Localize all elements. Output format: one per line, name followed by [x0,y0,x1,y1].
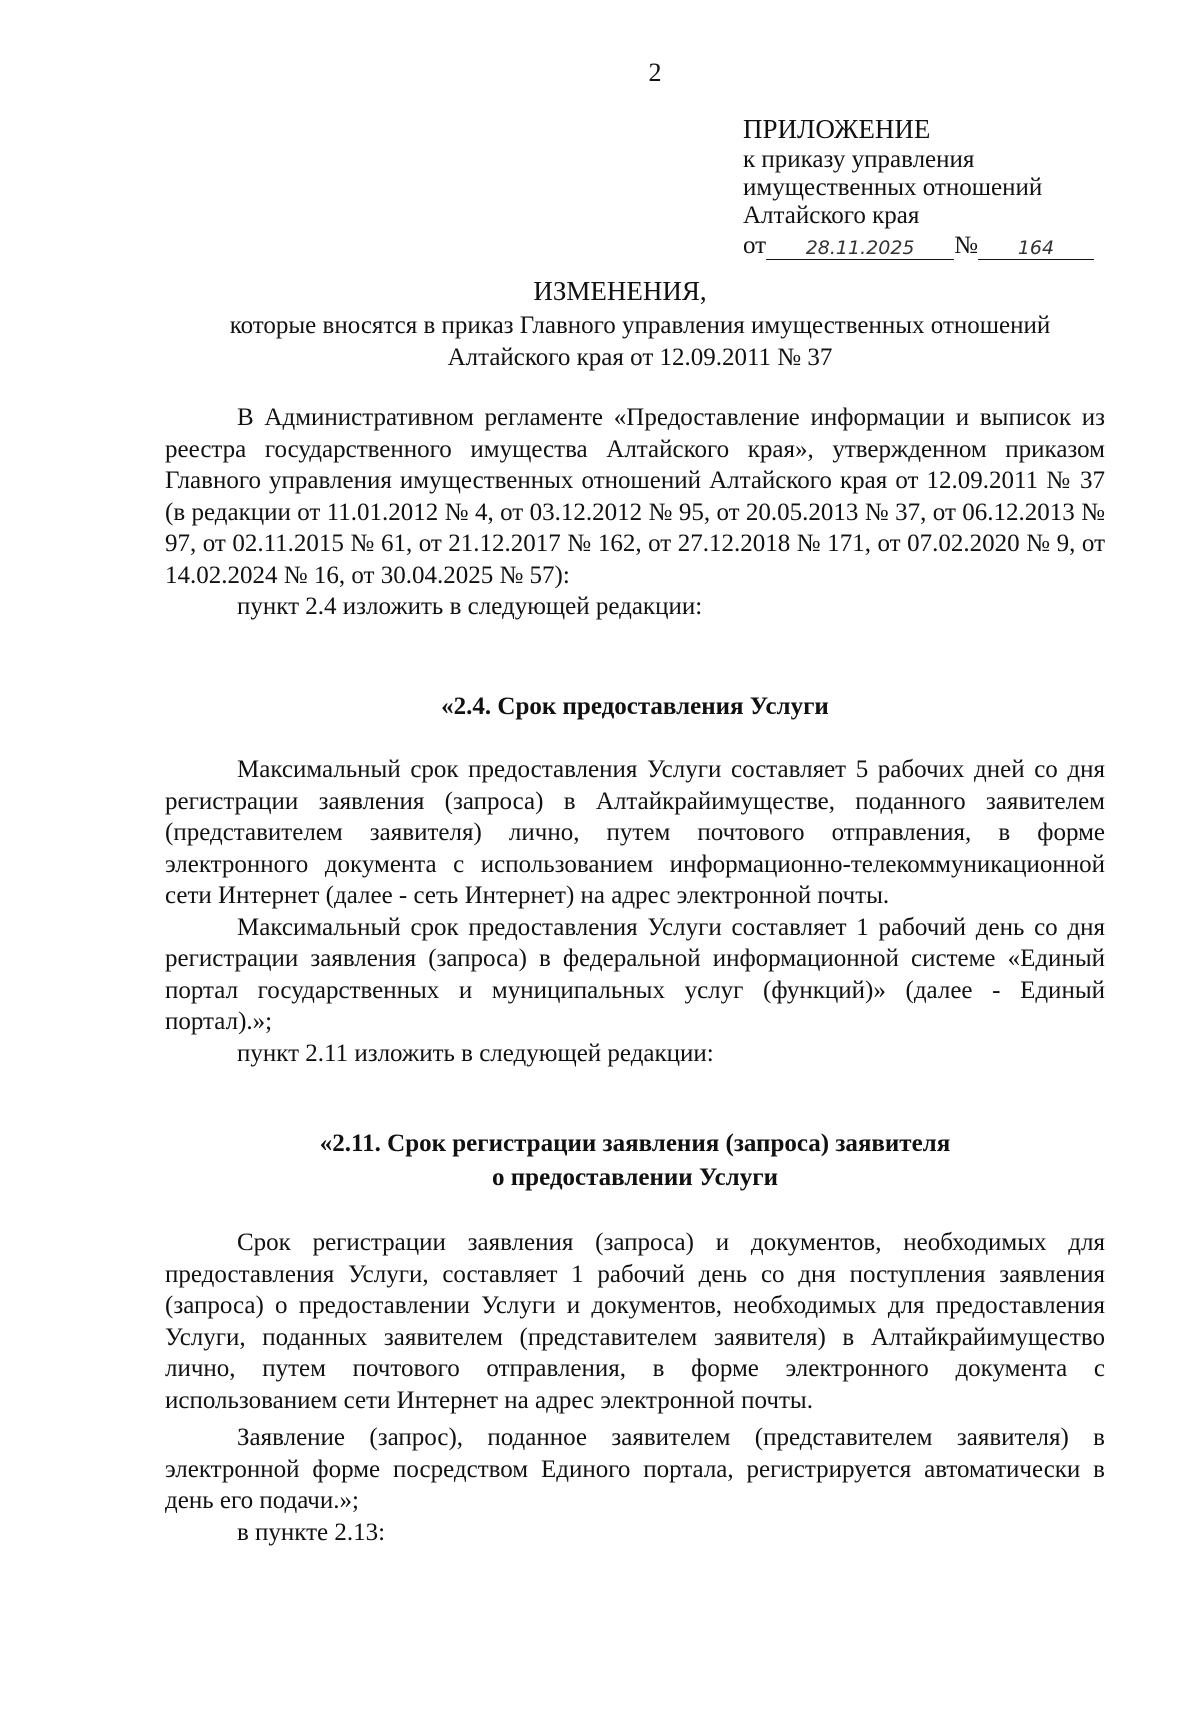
section-paragraph: Максимальный срок предоставления Услуги составляет 1 рабочий день со дня регистрации заявления (запроса) в федеральной информационной системе «Единый портал государственных и муниципальных услуг (функций)» (далее - Единый портал).»; [165,913,1105,1035]
section-paragraph: Срок регистрации заявления (запроса) и документов, необходимых для предоставления Услуги, составляет 1 рабочий день со дня поступления заявления (запроса) о предоставлении Услуги и документов, необходимых для предоставления Услуги, поданных заявителем (представителем заявителя) в Алтайкрайимущество лично, путем почтового отправления, в форме электронного документа с использованием сети Интернет на адрес электронной почты. [165,1229,1105,1414]
instruction-paragraph: пункт 2.4 изложить в следующей редакции: [237,593,703,620]
section-heading-line: «2.11. Срок регистрации заявления (запроса) заявителя [319,1130,951,1157]
instruction-paragraph: пункт 2.11 изложить в следующей редакции: [237,1039,714,1067]
document-title: ИЗМЕНЕНИЯ, [533,276,707,306]
appendix-line: имущественных отношений [743,174,1043,201]
appendix-line: к приказу управления [743,146,975,173]
section-heading-line: о предоставлении Услуги [492,1164,778,1191]
section-2-4-body [165,754,1105,1069]
section-paragraph: Максимальный срок предоставления Услуги составляет 5 рабочих дней со дня регистрации заявления (запроса) в Алтайкрайимуществе, поданного заявителем (представителем заявителя) лично, путем почтового отправления, в форме электронного документа с использованием информационно-телекоммуникационной сети Интернет (далее - сеть Интернет) на адрес электронной почты. [165,756,1105,909]
document-subtitle: которые вносятся в приказ Главного управления имущественных отношений Алтайского края от 12.09.2011 № 37 [229,312,1051,371]
appendix-date-number-line [743,232,1143,260]
handwritten-date: 28.11.2025 [766,233,954,260]
number-prefix: № [954,232,978,259]
appendix-block [743,112,1143,260]
intro-paragraph: В Административном регламенте «Предоставление информации и выписок из реестра государственного имущества Алтайского края», утвержденном приказом Главного управления имущественных отношений Алтайского края от 12.09.2011 № 37 (в редакции от 11.01.2012 № 4, от 03.12.2012 № 95, от 20.05.2013 № 37, от 06.12.2013 № 97, от 02.11.2015 № 61, от 21.12.2017 № 162, от 27.12.2018 № 171, от 07.02.2020 № 9, от 14.02.2024 № 16, от 30.04.2025 № 57): [165,404,1105,589]
date-prefix: от [743,232,767,259]
instruction-paragraph: в пункте 2.13: [237,1518,386,1546]
section-heading-2-4: «2.4. Срок предоставления Услуги [441,693,829,720]
appendix-line: Алтайского края [743,202,920,229]
section-paragraph: Заявление (запрос), поданное заявителем (представителем заявителя) в электронной форме посредством Единого портала, регистрируется автоматически в день его подачи.»; [165,1424,1105,1514]
section-heading-2-11 [165,1127,1105,1195]
appendix-title: ПРИЛОЖЕНИЕ [743,114,931,144]
page-number: 2 [648,58,662,87]
handwritten-number: 164 [978,233,1094,260]
intro-block [165,402,1105,623]
section-2-11-body [165,1227,1105,1548]
